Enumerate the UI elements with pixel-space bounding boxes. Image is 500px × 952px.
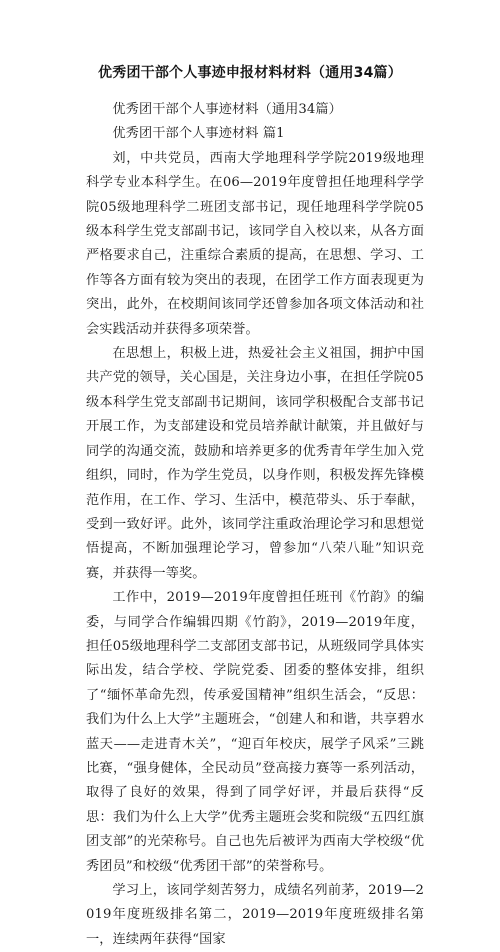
document-body	[86, 98, 424, 952]
paragraph-study: 学习上，该同学刻苦努力，成绩名列前茅，2019—2019年度班级排名第二，2019—2019年度班级排名第一，连续两年获得“国家	[86, 883, 424, 947]
document-title: 优秀团干部个人事迹申报材料材料（通用34篇）	[98, 65, 402, 81]
paragraph-intro: 刘，中共党员，西南大学地理科学学院2019级地理科学专业本科学生。在06—2019年度曾担任地理科学学院05级地理科学二班团支部书记，现任地理科学学院05级本科学生党支部副书记，该同学自入校以来，从各方面严格要求自己，注重综合素质的提高，在思想、学习、工作等各方面有较为突出的表现，在团学工作方面表现更为突出，此外，在校期间该同学还曾参加各项文体活动和社会实践活动并获得多项荣誉。	[86, 150, 424, 337]
section-heading: 优秀团干部个人事迹材料 篇1	[112, 126, 285, 142]
paragraph-thought: 在思想上，积极上进，热爱社会主义祖国，拥护中国共产党的领导，关心国是，关注身边小事，在担任学院05级本科学生党支部副书记期间，该同学积极配合支部书记开展工作，为支部建设和党员培养献计献策，并且做好与同学的沟通交流，鼓励和培养更多的优秀青年学生加入党组织，同时，作为学生党员，以身作则，积极发挥先锋模范作用，在工作、学习、生活中，模范带头、乐于奉献，受到一致好评。此外，该同学注重政治理论学习和思想觉悟提高，不断加强理论学习，曾参加“八荣八耻”知识竞赛，并获得一等奖。	[86, 346, 424, 581]
document-subtitle: 优秀团干部个人事迹材料（通用34篇）	[112, 102, 342, 117]
paragraph-work: 工作中，2019—2019年度曾担任班刊《竹韵》的编委，与同学合作编辑四期《竹韵》，2019—2019年度，担任05级地理科学二支部团支部书记，从班级同学具体实际出发，结合学校、学院党委、团委的整体安排，组织了“缅怀革命先烈，传承爱国精神”组织生活会，“反思：我们为什么上大学”主题班会，“创建人和和谐，共享碧水蓝天——走进青木关”，“迎百年校庆，展学子风采”三跳比赛，“强身健体，全民动员”登高接力赛等一系列活动，取得了良好的效果，得到了同学好评，并最后获得“反思：我们为什么上大学”优秀主题班会奖和院级“五四红旗团支部”的光荣称号。自己也先后被评为西南大学校级“优秀团员”和校级“优秀团干部”的荣誉称号。	[86, 590, 424, 874]
